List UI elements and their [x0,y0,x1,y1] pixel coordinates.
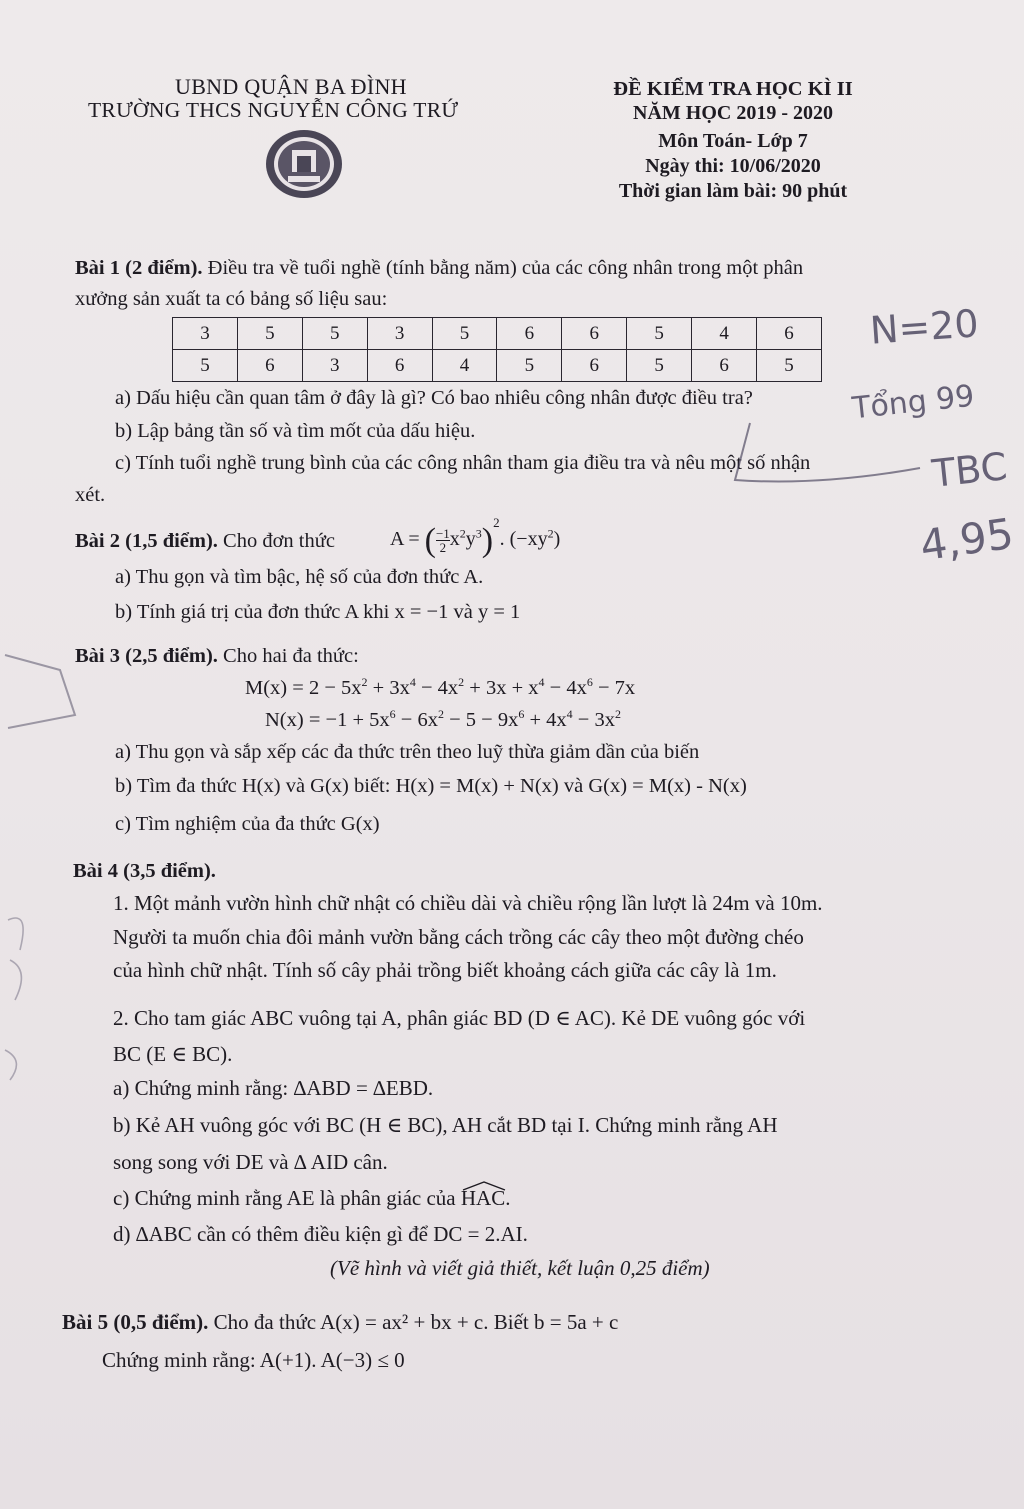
bai3-question-b: b) Tìm đa thức H(x) và G(x) biết: H(x) = M(x) + N(x) và G(x) = M(x) - N(x) [115,775,747,797]
table-cell: 6 [562,318,627,350]
handwritten-bracket-mark [730,418,930,488]
table-cell: 6 [692,350,757,382]
handwritten-value: 4,95 [917,508,1017,571]
table-cell: 6 [497,318,562,350]
bai5-title: Bài 5 (0,5 điểm). [62,1310,209,1334]
table-row [173,318,822,350]
bai4-p1-line1: 1. Một mảnh vườn hình chữ nhật có chiều dài và chiều rộng lần lượt là 24m và 10m. [113,891,823,915]
bai2-line [75,530,335,553]
table-cell: 5 [497,350,562,382]
margin-scribble [0,640,80,740]
polynomial-n: $N(x) = -1 + 5x^6 - 6x^2 - 5 - 9x^6 + 4x^4 - 3x^2$ [265,707,621,731]
bai4-c-end: . [505,1186,511,1210]
margin-scribble-2 [0,900,50,1100]
bai2-question-b: b) Tính giá trị của đơn thức A khi x = −1 và y = 1 [115,601,521,623]
bai4-question-b: b) Kẻ AH vuông góc với BC (H ∈ BC), AH cắt BD tại I. Chứng minh rằng AH [113,1113,778,1137]
table-cell: 6 [367,350,432,382]
table-cell: 6 [562,350,627,382]
bai2-text: Cho đơn thức [217,530,335,552]
table-cell: 3 [173,318,238,350]
bai4-c-text: c) Chứng minh rằng AE là phân giác của [113,1186,461,1210]
bai1-line2: xưởng sản xuất ta có bảng số liệu sau: [75,288,388,310]
bai2-title: Bài 2 (1,5 điểm). [75,530,218,552]
table-cell: 5 [627,318,692,350]
bai4-p2-line1: 2. Cho tam giác ABC vuông tại A, phân giác BD (D ∈ AC). Kẻ DE vuông góc với [113,1006,806,1030]
bai4-title: Bài 4 (3,5 điểm). [73,860,216,882]
bai1-question-a: a) Dấu hiệu cần quan tâm ở đây là gì? Có bao nhiêu công nhân được điều tra? [115,387,753,409]
table-cell: 5 [627,350,692,382]
exam-duration: Thời gian làm bài: 90 phút [618,180,848,202]
bai1-question-c-cont: xét. [75,484,106,506]
exam-date: Ngày thi: 10/06/2020 [645,155,821,177]
bai4-question-b-cont: song song với DE và ∆ AID cân. [113,1150,388,1174]
bai3-question-c: c) Tìm nghiệm của đa thức G(x) [115,813,380,835]
bai3-text: Cho hai đa thức: [217,645,359,667]
school-year: NĂM HỌC 2019 - 2020 [633,102,833,124]
angle-hac [461,1186,505,1211]
bai4-question-a: a) Chứng minh rằng: ∆ABD = ∆EBD. [113,1076,434,1100]
table-cell: 5 [237,318,302,350]
table-cell: 5 [432,318,497,350]
bai4-p1-line3: của hình chữ nhật. Tính số cây phải trồng biết khoảng cách giữa các cây là 1m. [113,958,777,982]
bai3-question-a: a) Thu gọn và sắp xếp các đa thức trên theo luỹ thừa giảm dần của biến [115,741,700,763]
table-cell: 3 [367,318,432,350]
school-seal-logo [262,126,346,202]
bai3-line [75,645,359,668]
district-name: UBND QUẬN BA ĐÌNH [175,74,407,99]
bai4-question-d: d) ∆ABC cần có thêm điều kiện gì để DC = 2.AI. [113,1222,528,1246]
bai2-question-a: a) Thu gọn và tìm bậc, hệ số của đơn thức A. [115,566,484,588]
monomial-formula: A = ( $\frac{-1}{2}$ $x^2y^3)^2$. $(-xy^2)$ [390,515,561,559]
bai3-title: Bài 3 (2,5 điểm). [75,645,218,667]
table-cell: 3 [302,350,367,382]
subject: Môn Toán- Lớp 7 [658,130,808,152]
bai4-question-c [113,1186,510,1211]
exam-title: ĐỀ KIỂM TRA HỌC KÌ II [613,78,853,100]
handwritten-n: N=20 [868,301,981,353]
table-cell: 5 [173,350,238,382]
bai5-line [62,1310,618,1335]
angle-hat-icon [461,1181,507,1191]
bai5-text: Cho đa thức A(x) = ax² + bx + c. Biết b = 5a + c [208,1310,619,1334]
bai1-title: Bài 1 (2 điểm). [75,257,203,279]
table-cell: 4 [432,350,497,382]
bai1-question-c: c) Tính tuổi nghề trung bình của các công nhân tham gia điều tra và nêu một số nhận [115,452,811,474]
table-cell: 4 [692,318,757,350]
polynomial-m: $M(x) = 2 - 5x^2 + 3x^4 - 4x^2 + 3x + x^4 - 4x^6 - 7x$ [245,675,636,699]
table-row [173,350,822,382]
data-table [172,317,822,382]
table-cell: 5 [757,350,822,382]
bai5-prove: Chứng minh rằng: A(+1). A(−3) ≤ 0 [102,1348,405,1372]
angle-label: HAC [460,1186,506,1210]
bai1-line1 [75,257,803,280]
table-cell: 5 [302,318,367,350]
school-name: TRƯỜNG THCS NGUYỄN CÔNG TRỨ [88,98,459,122]
handwritten-sum: Tổng 99 [850,378,976,427]
table-cell: 6 [237,350,302,382]
table-cell: 6 [757,318,822,350]
bai1-text: Điều tra về tuổi nghề (tính bằng năm) của các công nhân trong một phân [202,257,804,279]
handwritten-tbc: TBC [929,444,1010,496]
bai4-note: (Vẽ hình và viết giả thiết, kết luận 0,25 điểm) [330,1256,710,1280]
bai4-p1-line2: Người ta muốn chia đôi mảnh vườn bằng cách trồng các cây theo một đường chéo [113,925,804,949]
bai1-question-b: b) Lập bảng tần số và tìm mốt của dấu hiệu. [115,420,476,442]
bai4-p2-line2: BC (E ∈ BC). [113,1042,233,1066]
